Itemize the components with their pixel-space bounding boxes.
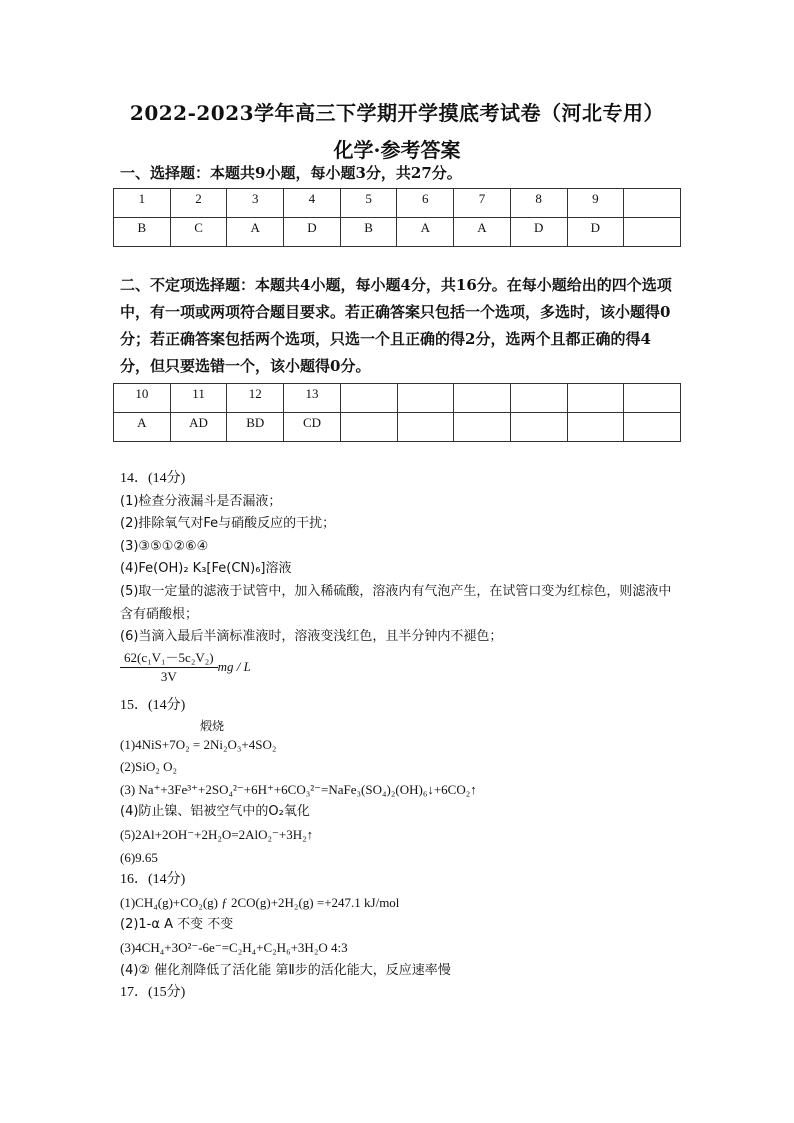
question-14 — [120, 468, 680, 686]
question-number: 4 — [284, 189, 341, 218]
reaction-condition: 煅烧 — [200, 718, 225, 733]
answer-cell: AD — [170, 413, 227, 442]
table-row — [114, 384, 681, 413]
question-15 — [120, 695, 680, 1005]
answer-cell: BD — [227, 413, 284, 442]
exam-title: 2022-2023学年高三下学期开学摸底考试卷（河北专用） — [129, 101, 665, 125]
answer-cell: D — [510, 218, 567, 247]
question-number — [510, 384, 567, 413]
fraction — [120, 649, 218, 686]
answer-line: (2)1-α A 不变 不变 — [120, 917, 234, 933]
question-number: 12 — [227, 384, 284, 413]
answer-line: (3) Na⁺+3Fe³⁺+2SO₄²⁻+6H⁺+6CO₃²⁻=NaFe₃(SO₄)₂(OH)₆↓+6CO₂↑ — [120, 781, 477, 797]
table-row — [114, 413, 681, 442]
answer-cell: C — [170, 218, 227, 247]
unit: mg / L — [217, 658, 251, 674]
answer-line: (6)当滴入最后半滴标准液时，溶液变浅红色，且半分钟内不褪色； — [120, 629, 503, 645]
question-number: 6 — [397, 189, 454, 218]
answer-line: (2)排除氧气对Fe与硝酸反应的干扰； — [120, 516, 336, 532]
question-number: 5 — [340, 189, 397, 218]
answer-line: (3)4CH₄+3O²⁻-6e⁻=C₂H₄+C₂H₆+3H₂O 4:3 — [120, 939, 348, 955]
answer-cell — [510, 413, 567, 442]
question-number: 13 — [284, 384, 341, 413]
answer-line: (5)2Al+2OH⁻+2H₂O=2AlO₂⁻+3H₂↑ — [120, 826, 314, 842]
answer-cell: D — [284, 218, 341, 247]
answer-line: (5)取一定量的滤液于试管中，加入稀硫酸，溶液内有气泡产生，在试管口变为红棕色，则滤液中含有硝酸根； — [120, 583, 672, 622]
answer-cell — [397, 413, 454, 442]
question-number: 9 — [567, 189, 624, 218]
question-number — [567, 384, 624, 413]
answer-cell — [624, 413, 681, 442]
question-header: 16．(14分) — [120, 872, 186, 888]
answer-cell: A — [114, 413, 171, 442]
answer-line: (4)防止镍、铝被空气中的O₂氧化 — [120, 804, 310, 820]
question-number: 11 — [170, 384, 227, 413]
question-header: 15．(14分) — [120, 698, 186, 713]
answer-line: (4)② 催化剂降低了活化能 第Ⅱ步的活化能大，反应速率慢 — [120, 962, 451, 978]
question-number: 3 — [227, 189, 284, 218]
answer-line: (2)SiO₂ O₂ — [120, 759, 178, 775]
question-number — [454, 384, 511, 413]
answer-cell — [454, 413, 511, 442]
answer-line: (1)检查分液漏斗是否漏液； — [120, 493, 282, 509]
question-header: 17．(15分) — [120, 985, 186, 1001]
question-number — [397, 384, 454, 413]
fraction-denominator: 3V — [160, 668, 177, 684]
question-number — [624, 384, 681, 413]
question-number — [624, 189, 681, 218]
fraction-numerator: 62(c₁V₁－5c₂V₂) — [120, 649, 218, 668]
answer-table-1 — [113, 188, 681, 247]
concentration-formula — [120, 649, 680, 686]
table-row — [114, 218, 681, 247]
answer-cell: A — [397, 218, 454, 247]
answer-line: (3)③⑤①②⑥④ — [120, 538, 209, 554]
answer-cell: A — [227, 218, 284, 247]
section2-heading: 二、不定项选择题：本题共4小题，每小题4分，共16分。在每小题给出的四个选项中，有一项或两项符合题目要求。若正确答案只包括一个选项，多选时，该小题得0分；若正确答案包括两个选项，只选一个且正确的得2分，选两个且都正确的得4分，但只要选错一个，该小题得0分。 — [120, 276, 672, 375]
answer-line: (6)9.65 — [120, 849, 158, 865]
answer-line: (1)CH₄(g)+CO₂(g) ƒ 2CO(g)+2H₂(g) =+247.1 kJ/mol — [120, 894, 400, 910]
section1-heading: 一、选择题：本题共9小题，每小题3分，共27分。 — [120, 164, 462, 182]
question-number: 7 — [454, 189, 511, 218]
answer-line: (4)Fe(OH)₂ K₃[Fe(CN)₆]溶液 — [120, 561, 292, 577]
answer-cell: B — [340, 218, 397, 247]
answer-cell — [567, 413, 624, 442]
question-number: 1 — [114, 189, 171, 218]
question-number: 10 — [114, 384, 171, 413]
answer-cell: CD — [284, 413, 341, 442]
answer-cell: A — [454, 218, 511, 247]
answer-cell: D — [567, 218, 624, 247]
question-number: 2 — [170, 189, 227, 218]
question-number — [340, 384, 397, 413]
answer-cell — [624, 218, 681, 247]
answer-cell: B — [114, 218, 171, 247]
question-header: 14．(14分) — [120, 471, 186, 486]
answer-line: (1)4NiS+7O₂ = 2Ni₂O₃+4SO₂ — [120, 736, 277, 752]
exam-subtitle: 化学·参考答案 — [333, 138, 461, 162]
table-row — [114, 189, 681, 218]
answer-cell — [340, 413, 397, 442]
answer-table-2 — [113, 383, 681, 442]
question-number: 8 — [510, 189, 567, 218]
